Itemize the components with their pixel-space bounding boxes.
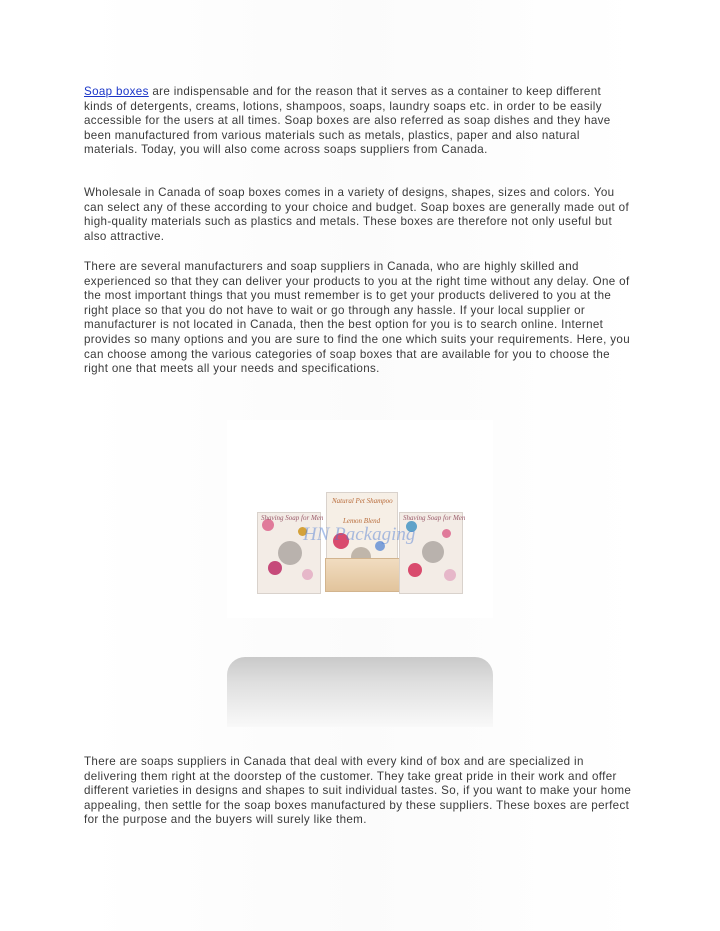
box-right-label: Shaving Soap for Men [403, 514, 466, 522]
paragraph-intro [84, 85, 632, 158]
box-center-sublabel: Lemon Blend [343, 517, 381, 525]
soap-boxes-photo [227, 420, 493, 618]
box-left-label: Shaving Soap for Men [261, 514, 324, 522]
paragraph-wholesale: Wholesale in Canada of soap boxes comes in a variety of designs, shapes, sizes and colors. You can select any of these according to your choice and budget. Soap boxes are generally made out of high-quality materials such as plastics and metals. These boxes are therefore not only useful but also attractive. [84, 186, 630, 243]
paragraph-delivery: There are soaps suppliers in Canada that deal with every kind of box and are specialized in delivering them right at the doorstep of the customer. They take great pride in their work and offer different varieties in designs and shapes to suit individual tastes. So, if you want to make your home appealing, then settle for the soap boxes manufactured by these suppliers. These boxes are perfect for the purpose and the buyers will surely like them. [84, 755, 632, 827]
paragraph-suppliers: There are several manufacturers and soap suppliers in Canada, who are highly skilled and experienced so that they can deliver your products to you at the right time without any delay. One of the most important things that you must remember is to get your products delivered to you at the right place so that you do not have to wait or go through any hassle. If your local supplier or manufacturer is not located in Canada, then the best option for you is to search online. Internet provides so many options and you are sure to find the one which suits your requirements. Here, you can choose among the various categories of soap boxes that are available for you to choose the right one that meets all your needs and specifications. [84, 260, 630, 376]
box-center-label: Natural Pet Shampoo [332, 497, 393, 505]
soap-boxes-link[interactable]: Soap boxes [84, 85, 149, 98]
photo-reflection [227, 657, 493, 727]
paragraph-intro-text: are indispensable and for the reason that it serves as a container to keep different kinds of detergents, creams, lotions, shampoos, soaps, laundry soaps etc. in order to be easily accessible for the users at all times. Soap boxes are also referred as soap dishes and they have been manufactured from various materials such as metals, plastics, paper and also natural materials. Today, you will also come across soaps suppliers from Canada. [84, 85, 611, 157]
watermark-text: HN Packaging [303, 524, 416, 545]
